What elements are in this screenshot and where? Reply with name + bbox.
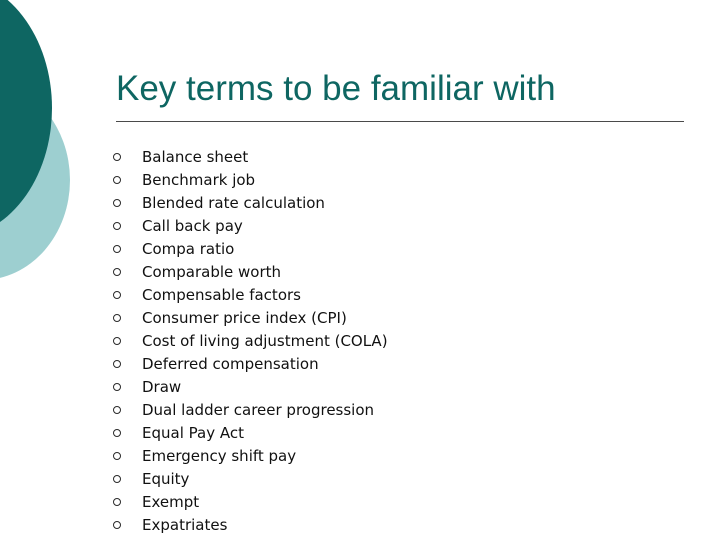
slide-title: Key terms to be familiar with — [116, 69, 556, 108]
hollow-circle-bullet-icon — [113, 245, 121, 253]
key-terms-list — [113, 146, 388, 537]
list-item-text: Draw — [142, 378, 182, 396]
hollow-circle-bullet-icon — [113, 337, 121, 345]
list-item-text: Call back pay — [142, 217, 243, 235]
hollow-circle-bullet-icon — [113, 498, 121, 506]
list-item-text: Consumer price index (CPI) — [142, 309, 347, 327]
list-item — [113, 261, 388, 284]
list-item-text: Dual ladder career progression — [142, 401, 375, 419]
list-item — [113, 284, 388, 307]
hollow-circle-bullet-icon — [113, 291, 121, 299]
list-item — [113, 330, 388, 353]
list-item-text: Benchmark job — [142, 171, 256, 189]
list-item-text: Deferred compensation — [142, 355, 319, 373]
list-item — [113, 307, 388, 330]
hollow-circle-bullet-icon — [113, 222, 121, 230]
hollow-circle-bullet-icon — [113, 176, 121, 184]
list-item-text: Emergency shift pay — [142, 447, 297, 465]
list-item — [113, 238, 388, 261]
title-divider — [116, 121, 684, 122]
list-item-text: Equal Pay Act — [142, 424, 244, 442]
list-item-text: Exempt — [142, 493, 200, 511]
list-item — [113, 169, 388, 192]
list-item-text: Compa ratio — [142, 240, 235, 258]
list-item-text: Balance sheet — [142, 148, 249, 166]
list-item — [113, 445, 388, 468]
hollow-circle-bullet-icon — [113, 452, 121, 460]
list-item — [113, 146, 388, 169]
hollow-circle-bullet-icon — [113, 406, 121, 414]
list-item-text: Equity — [142, 470, 190, 488]
list-item — [113, 353, 388, 376]
list-item — [113, 399, 388, 422]
hollow-circle-bullet-icon — [113, 268, 121, 276]
list-item — [113, 376, 388, 399]
hollow-circle-bullet-icon — [113, 475, 121, 483]
decorative-circles — [0, 0, 120, 300]
hollow-circle-bullet-icon — [113, 383, 121, 391]
hollow-circle-bullet-icon — [113, 360, 121, 368]
hollow-circle-bullet-icon — [113, 521, 121, 529]
hollow-circle-bullet-icon — [113, 199, 121, 207]
list-item — [113, 468, 388, 491]
list-item — [113, 514, 388, 537]
hollow-circle-bullet-icon — [113, 429, 121, 437]
list-item — [113, 215, 388, 238]
list-item-text: Comparable worth — [142, 263, 282, 281]
list-item-text: Expatriates — [142, 516, 228, 534]
list-item — [113, 491, 388, 514]
list-item — [113, 192, 388, 215]
list-item-text: Compensable factors — [142, 286, 301, 304]
hollow-circle-bullet-icon — [113, 314, 121, 322]
list-item-text: Cost of living adjustment (COLA) — [142, 332, 388, 350]
hollow-circle-bullet-icon — [113, 153, 121, 161]
list-item — [113, 422, 388, 445]
list-item-text: Blended rate calculation — [142, 194, 325, 212]
